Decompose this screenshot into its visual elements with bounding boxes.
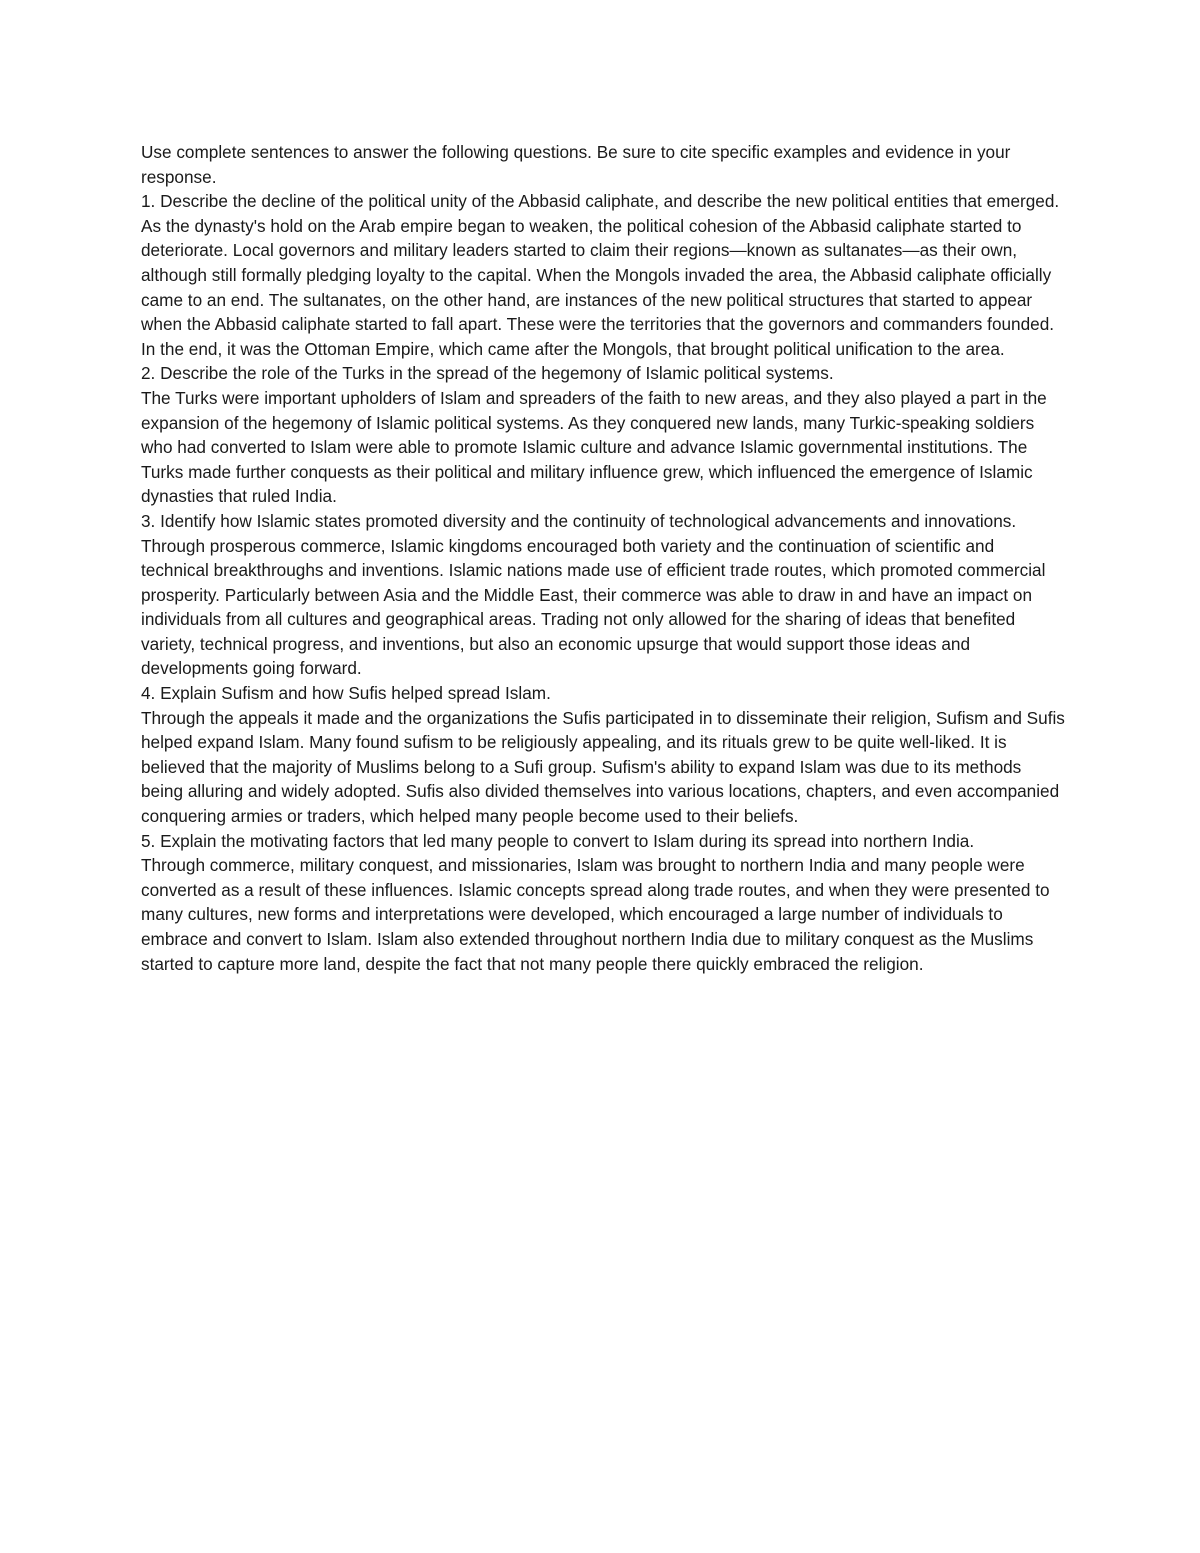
document-body: [141, 140, 1066, 976]
answer-1: As the dynasty's hold on the Arab empire began to weaken, the political cohesion of the Abbasid caliphate started to deteriorate. Local governors and military leaders started to claim their regions—known as sultanates—as their own, although still formally pledging loyalty to the capital. When the Mongols invaded the area, the Abbasid caliphate officially came to an end. The sultanates, on the other hand, are instances of the new political structures that started to appear when the Abbasid caliphate started to fall apart. These were the territories that the governors and commanders founded. In the end, it was the Ottoman Empire, which came after the Mongols, that brought political unification to the area.: [141, 215, 1055, 359]
answer-5: Through commerce, military conquest, and missionaries, Islam was brought to northern India and many people were converted as a result of these influences. Islamic concepts spread along trade routes, and when they were presented to many cultures, new forms and interpretations were developed, which encouraged a large number of individuals to embrace and convert to Islam. Islam also extended throughout northern India due to military conquest as the Muslims started to capture more land, despite the fact that not many people there quickly embraced the religion.: [141, 855, 1050, 974]
question-3: 3. Identify how Islamic states promoted diversity and the continuity of technological advancements and innovations.: [141, 510, 1017, 531]
answer-4: Through the appeals it made and the organizations the Sufis participated in to disseminate their religion, Sufism and Sufis helped expand Islam. Many found sufism to be religiously appealing, and its rituals grew to be quite well-liked. It is believed that the majority of Muslims belong to a Sufi group. Sufism's ability to expand Islam was due to its methods being alluring and widely adopted. Sufis also divided themselves into various locations, chapters, and even accompanied conquering armies or traders, which helped many people become used to their beliefs.: [141, 707, 1065, 827]
answer-2: The Turks were important upholders of Islam and spreaders of the faith to new areas, and they also played a part in the expansion of the hegemony of Islamic political systems. As they conquered new lands, many Turkic-speaking soldiers who had converted to Islam were able to promote Islamic culture and advance Islamic governmental institutions. The Turks made further conquests as their political and military influence grew, which influenced the emergence of Islamic dynasties that ruled India.: [141, 387, 1047, 507]
instructions-text: Use complete sentences to answer the following questions. Be sure to cite specific examples and evidence in your response.: [141, 142, 1011, 187]
question-5: 5. Explain the motivating factors that led many people to convert to Islam during its spread into northern India.: [141, 830, 975, 851]
question-1: 1. Describe the decline of the political unity of the Abbasid caliphate, and describe the new political entities that emerged.: [141, 191, 1060, 212]
question-4: 4. Explain Sufism and how Sufis helped spread Islam.: [141, 683, 551, 704]
answer-3: Through prosperous commerce, Islamic kingdoms encouraged both variety and the continuation of scientific and technical breakthroughs and inventions. Islamic nations made use of efficient trade routes, which promoted commercial prosperity. Particularly between Asia and the Middle East, their commerce was able to draw in and have an impact on individuals from all cultures and geographical areas. Trading not only allowed for the sharing of ideas that benefited variety, technical progress, and inventions, but also an economic upsurge that would support those ideas and developments going forward.: [141, 535, 1046, 679]
question-2: 2. Describe the role of the Turks in the spread of the hegemony of Islamic political systems.: [141, 363, 834, 384]
